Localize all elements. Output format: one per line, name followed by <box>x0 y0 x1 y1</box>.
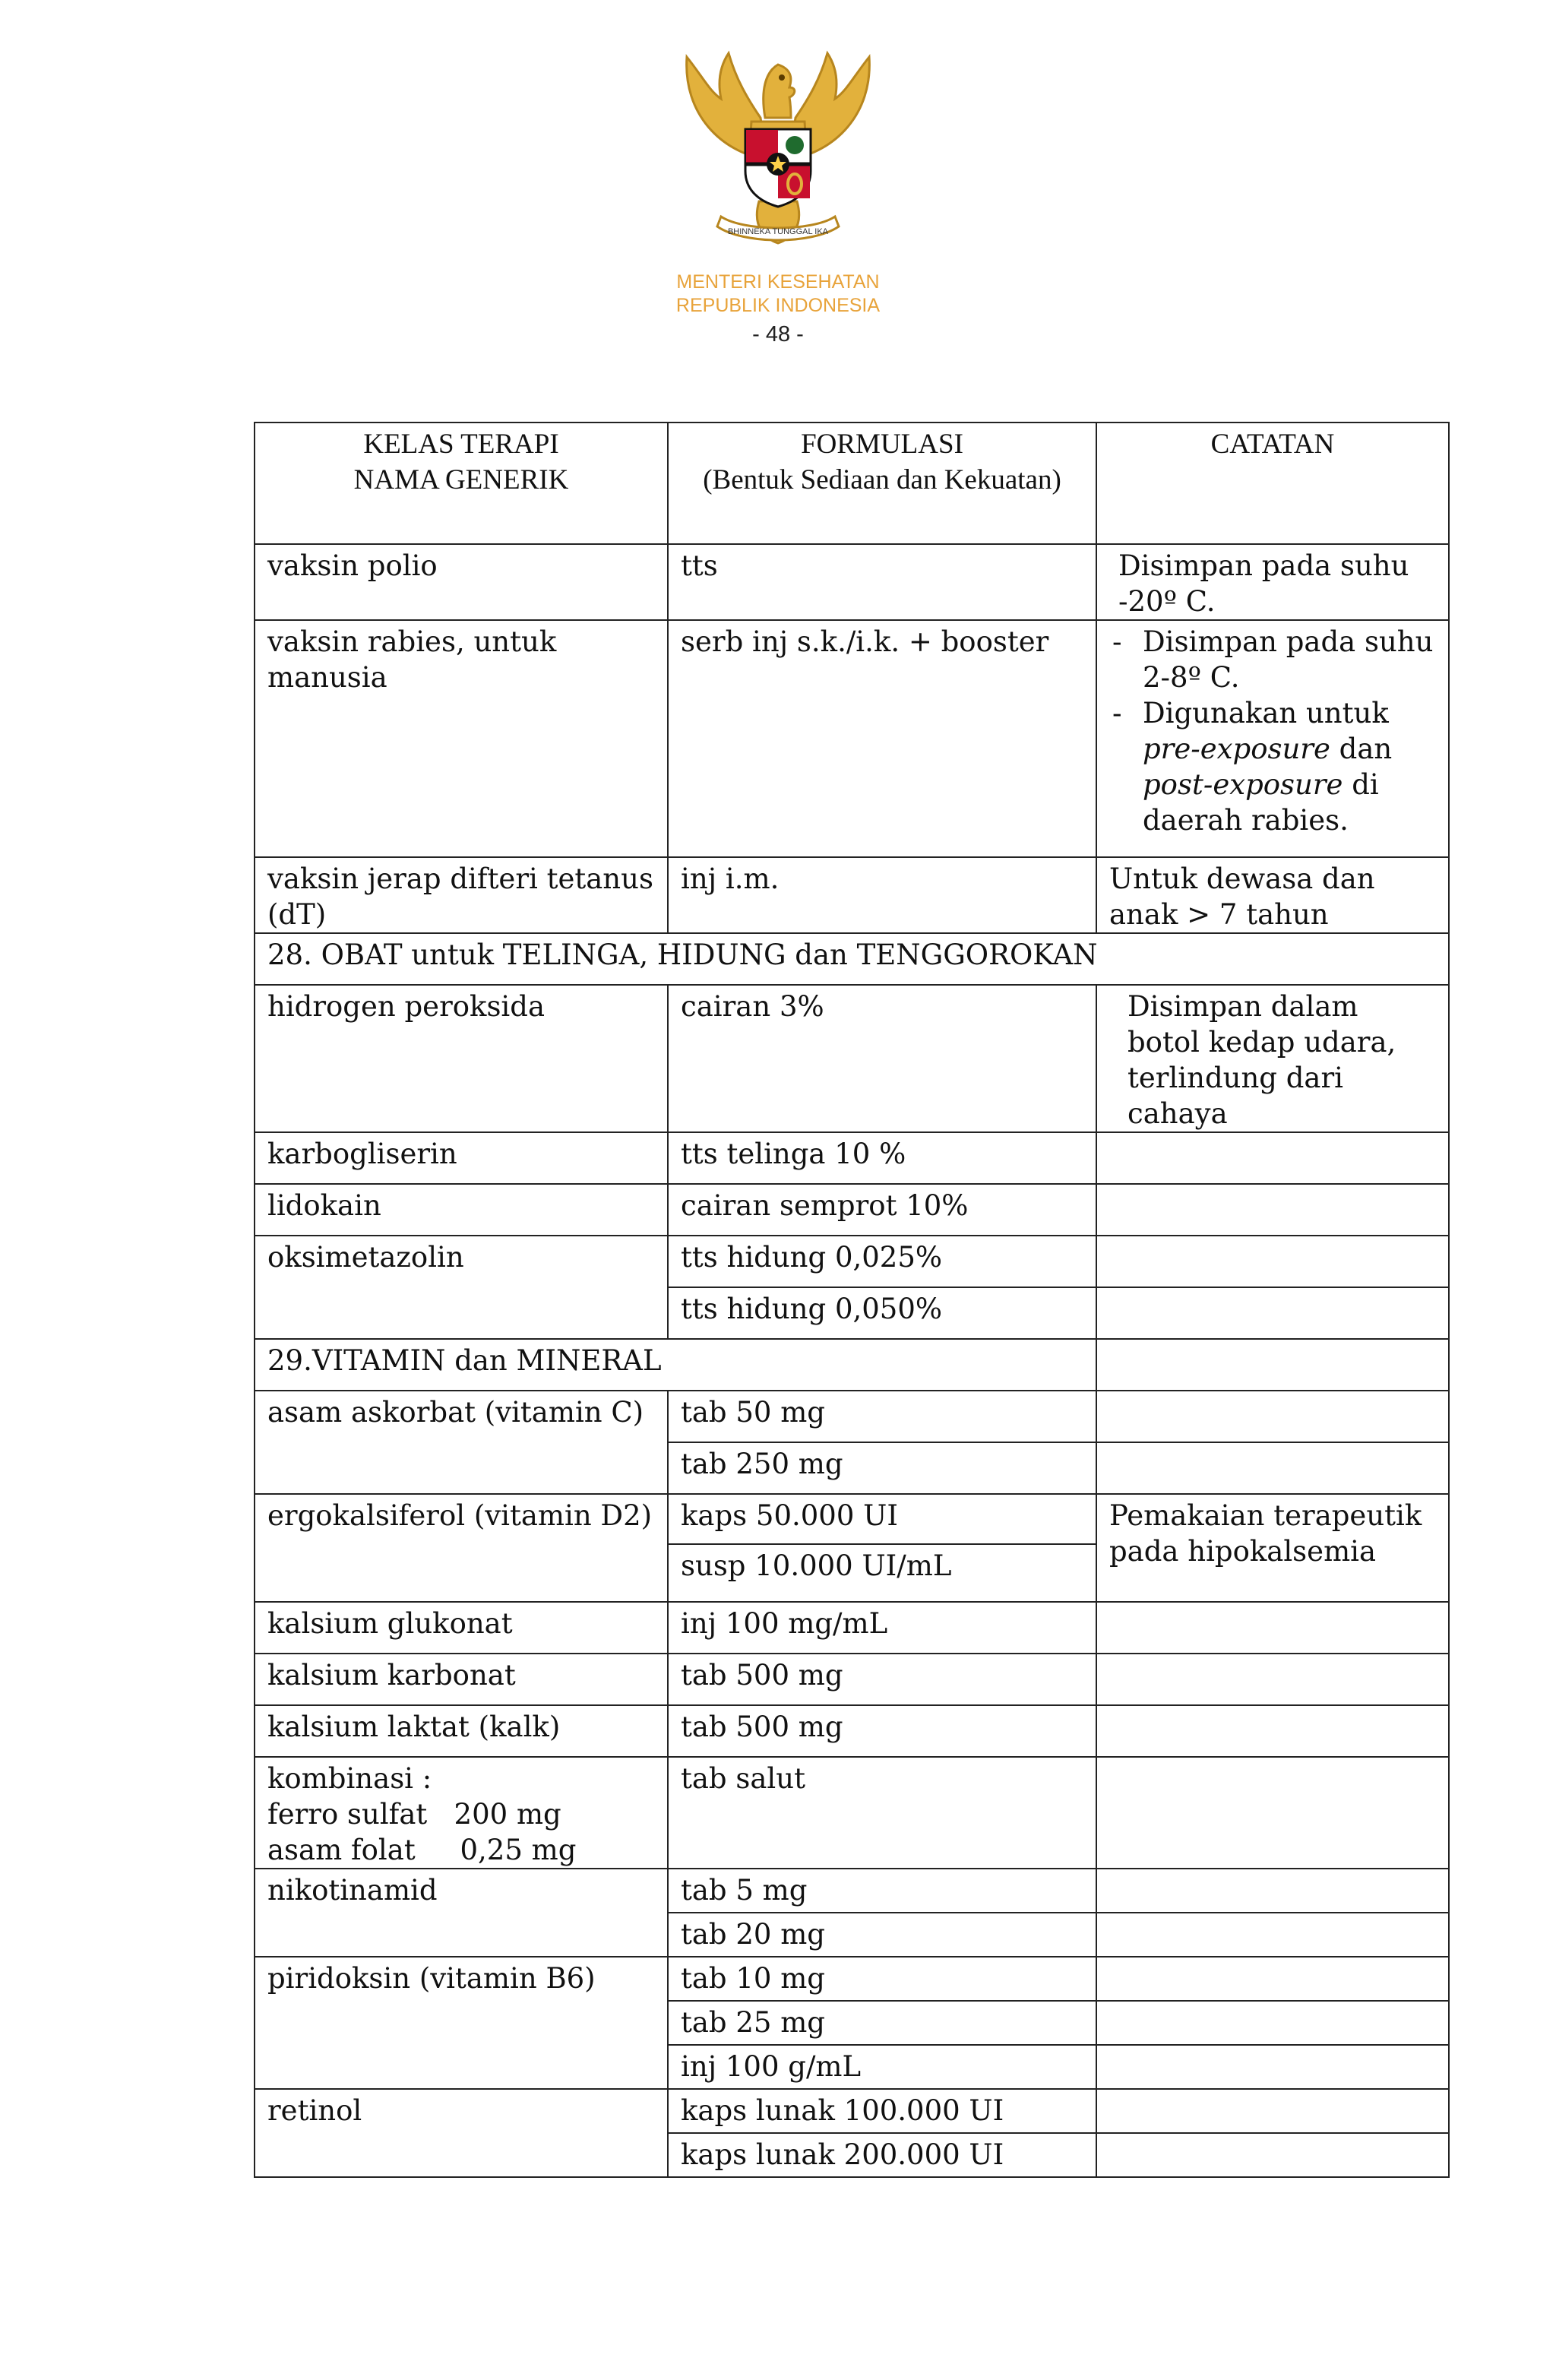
cell-note <box>1096 1184 1449 1236</box>
cell-name: vaksin rabies, untuk manusia <box>255 620 668 857</box>
table-row <box>255 1391 1449 1442</box>
header-col1-line1: KELAS TERAPI <box>363 429 559 460</box>
cell-formulation: kaps lunak 200.000 UI <box>668 2133 1096 2177</box>
page-number: - 48 - <box>752 322 804 347</box>
cell-name: nikotinamid <box>255 1869 668 1957</box>
cell-name: ergokalsiferol (vitamin D2) <box>255 1494 668 1602</box>
cell-formulation: inj 100 g/mL <box>668 2045 1096 2089</box>
cell-formulation: tts telinga 10 % <box>668 1132 1096 1184</box>
table-row <box>255 1957 1449 2001</box>
table-row <box>255 1132 1449 1184</box>
cell-note <box>1096 1957 1449 2001</box>
cell-note <box>1096 620 1449 857</box>
cell-formulation: serb inj s.k./i.k. + booster <box>668 620 1096 857</box>
cell-note: Pemakaian terapeutik pada hipokalsemia <box>1096 1494 1449 1602</box>
cell-name: piridoksin (vitamin B6) <box>255 1957 668 2089</box>
header-col1-line2: NAMA GENERIK <box>353 464 569 495</box>
cell-formulation: kaps lunak 100.000 UI <box>668 2089 1096 2133</box>
cell-note <box>1096 1705 1449 1757</box>
garuda-pancasila-emblem-icon <box>675 46 881 251</box>
table-row <box>255 544 1449 620</box>
cell-formulation: tts hidung 0,050% <box>668 1287 1096 1339</box>
note-text: di daerah rabies. <box>1143 768 1379 837</box>
cell-note <box>1096 1869 1449 1913</box>
combination-title: kombinasi : <box>267 1762 432 1795</box>
cell-formulation: tab salut <box>668 1757 1096 1869</box>
cell-note <box>1096 1442 1449 1494</box>
cell-formulation: tab 10 mg <box>668 1957 1096 2001</box>
cell-note: Disimpan dalam botol kedap udara, terlindung dari cahaya <box>1096 985 1449 1132</box>
cell-formulation: inj i.m. <box>668 857 1096 933</box>
header-catatan: CATATAN <box>1096 423 1449 544</box>
note-italic-term: post-exposure <box>1143 768 1343 801</box>
combination-component: ferro sulfat 200 mg <box>267 1798 561 1831</box>
cell-formulation: cairan semprot 10% <box>668 1184 1096 1236</box>
cell-name <box>255 1757 668 1869</box>
table-row <box>255 1494 1449 1544</box>
table-row <box>255 1757 1449 1869</box>
cell-note <box>1096 1602 1449 1654</box>
cell-note <box>1096 1132 1449 1184</box>
cell-formulation: inj 100 mg/mL <box>668 1602 1096 1654</box>
cell-name: asam askorbat (vitamin C) <box>255 1391 668 1494</box>
cell-formulation: tab 500 mg <box>668 1654 1096 1705</box>
table-row <box>255 1869 1449 1913</box>
table-row <box>255 1705 1449 1757</box>
cell-formulation: tab 500 mg <box>668 1705 1096 1757</box>
cell-note <box>1096 2045 1449 2089</box>
table-row <box>255 1602 1449 1654</box>
header-kelas-terapi <box>255 423 668 544</box>
cell-name: kalsium karbonat <box>255 1654 668 1705</box>
note-text: Digunakan untuk <box>1143 697 1389 730</box>
cell-note <box>1096 2133 1449 2177</box>
note-text: dan <box>1330 733 1393 765</box>
cell-name: hidrogen peroksida <box>255 985 668 1132</box>
cell-formulation: tab 25 mg <box>668 2001 1096 2045</box>
cell-formulation: susp 10.000 UI/mL <box>668 1544 1096 1602</box>
cell-note <box>1096 2089 1449 2133</box>
cell-note <box>1096 1287 1449 1339</box>
cell-name: vaksin polio <box>255 544 668 620</box>
header-col2-line2: (Bentuk Sediaan dan Kekuatan) <box>703 464 1061 495</box>
note-item <box>1109 695 1436 838</box>
header-formulasi <box>668 423 1096 544</box>
cell-note <box>1096 1391 1449 1442</box>
section-title: 29.VITAMIN dan MINERAL <box>255 1339 1096 1391</box>
cell-formulation: kaps 50.000 UI <box>668 1494 1096 1544</box>
page-header <box>0 46 1556 348</box>
note-italic-term: pre-exposure <box>1143 733 1330 765</box>
emblem-motto: BHINNEKA TUNGGAL IKA <box>727 227 829 236</box>
cell-formulation: tab 20 mg <box>668 1913 1096 1957</box>
cell-name: kalsium glukonat <box>255 1602 668 1654</box>
cell-note <box>1096 1236 1449 1287</box>
table-row <box>255 1654 1449 1705</box>
cell-note <box>1096 1654 1449 1705</box>
cell-name: vaksin jerap difteri tetanus (dT) <box>255 857 668 933</box>
cell-name: retinol <box>255 2089 668 2177</box>
table-row <box>255 620 1449 857</box>
combination-component: asam folat 0,25 mg <box>267 1834 577 1866</box>
cell-note <box>1096 2001 1449 2045</box>
header-col2-line1: FORMULASI <box>801 429 963 460</box>
table-row <box>255 2089 1449 2133</box>
table-row <box>255 1184 1449 1236</box>
table-row <box>255 1236 1449 1287</box>
section-row <box>255 933 1449 985</box>
cell-name: karbogliserin <box>255 1132 668 1184</box>
section-title: 28. OBAT untuk TELINGA, HIDUNG dan TENGGOROKAN <box>255 933 1449 985</box>
table-row <box>255 985 1449 1132</box>
cell-note <box>1096 1913 1449 1957</box>
cell-name: lidokain <box>255 1184 668 1236</box>
cell-formulation: tab 250 mg <box>668 1442 1096 1494</box>
cell-note <box>1096 1339 1449 1391</box>
ministry-name-line1: MENTERI KESEHATAN <box>676 271 880 293</box>
cell-name: kalsium laktat (kalk) <box>255 1705 668 1757</box>
cell-note: Untuk dewasa dan anak > 7 tahun <box>1096 857 1449 933</box>
note-item: - Disimpan pada suhu 2-8º C. <box>1109 624 1436 695</box>
table-row <box>255 857 1449 933</box>
ministry-name-line2: REPUBLIK INDONESIA <box>675 295 881 316</box>
note-list <box>1109 624 1436 838</box>
cell-formulation: cairan 3% <box>668 985 1096 1132</box>
cell-formulation: tts hidung 0,025% <box>668 1236 1096 1287</box>
cell-formulation: tab 5 mg <box>668 1869 1096 1913</box>
drug-table <box>254 422 1450 2178</box>
cell-name: oksimetazolin <box>255 1236 668 1339</box>
cell-note <box>1096 1757 1449 1869</box>
cell-note: Disimpan pada suhu -20º C. <box>1096 544 1449 620</box>
cell-formulation: tts <box>668 544 1096 620</box>
section-row <box>255 1339 1449 1391</box>
table-header-row <box>255 423 1449 544</box>
cell-formulation: tab 50 mg <box>668 1391 1096 1442</box>
